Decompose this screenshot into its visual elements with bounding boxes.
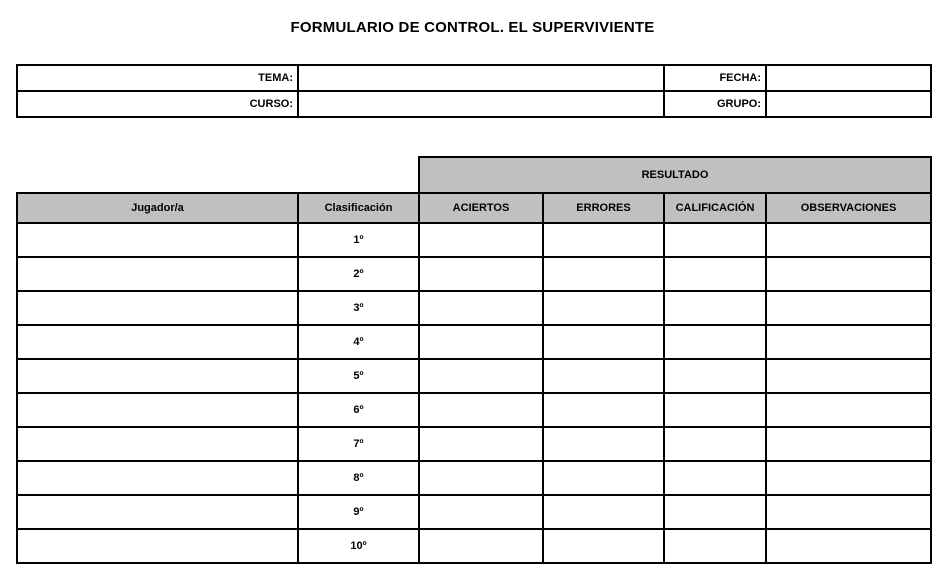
clasificacion-rank-cell: 4º: [298, 325, 419, 359]
errores-cell[interactable]: [543, 325, 664, 359]
calificacion-cell[interactable]: [664, 393, 766, 427]
jugador-cell[interactable]: [17, 461, 298, 495]
calificacion-cell[interactable]: [664, 427, 766, 461]
calificacion-cell[interactable]: [664, 359, 766, 393]
info-row-tema-fecha: [17, 65, 931, 91]
grupo-label: GRUPO:: [664, 91, 766, 117]
aciertos-cell[interactable]: [419, 325, 543, 359]
clasificacion-rank-cell: 7º: [298, 427, 419, 461]
calificacion-cell[interactable]: [664, 257, 766, 291]
group-header-row: [17, 157, 931, 193]
fecha-label: FECHA:: [664, 65, 766, 91]
table-row: [17, 325, 931, 359]
results-table: [16, 156, 932, 564]
clasificacion-rank-cell: 8º: [298, 461, 419, 495]
col-header-observaciones: OBSERVACIONES: [766, 193, 931, 223]
calificacion-cell[interactable]: [664, 461, 766, 495]
aciertos-cell[interactable]: [419, 359, 543, 393]
clasificacion-rank-cell: 3º: [298, 291, 419, 325]
table-row: [17, 223, 931, 257]
jugador-cell[interactable]: [17, 359, 298, 393]
table-row: [17, 359, 931, 393]
table-row: [17, 461, 931, 495]
col-header-clasificacion: Clasificación: [298, 193, 419, 223]
calificacion-cell[interactable]: [664, 291, 766, 325]
errores-cell[interactable]: [543, 393, 664, 427]
table-row: [17, 393, 931, 427]
clasificacion-rank-cell: 9º: [298, 495, 419, 529]
clasificacion-rank-cell: 10º: [298, 529, 419, 563]
clasificacion-rank-cell: 2º: [298, 257, 419, 291]
observaciones-cell[interactable]: [766, 495, 931, 529]
table-row: [17, 291, 931, 325]
errores-cell[interactable]: [543, 291, 664, 325]
observaciones-cell[interactable]: [766, 223, 931, 257]
table-spacer: [17, 157, 419, 193]
aciertos-cell[interactable]: [419, 393, 543, 427]
jugador-cell[interactable]: [17, 223, 298, 257]
jugador-cell[interactable]: [17, 325, 298, 359]
clasificacion-rank-cell: 6º: [298, 393, 419, 427]
observaciones-cell[interactable]: [766, 461, 931, 495]
clasificacion-rank-cell: 5º: [298, 359, 419, 393]
aciertos-cell[interactable]: [419, 257, 543, 291]
errores-cell[interactable]: [543, 359, 664, 393]
tema-label: TEMA:: [17, 65, 298, 91]
calificacion-cell[interactable]: [664, 223, 766, 257]
observaciones-cell[interactable]: [766, 393, 931, 427]
calificacion-cell[interactable]: [664, 495, 766, 529]
column-header-row: [17, 193, 931, 223]
observaciones-cell[interactable]: [766, 359, 931, 393]
aciertos-cell[interactable]: [419, 529, 543, 563]
col-header-errores: ERRORES: [543, 193, 664, 223]
page-title: FORMULARIO DE CONTROL. EL SUPERVIVIENTE: [290, 19, 655, 36]
errores-cell[interactable]: [543, 495, 664, 529]
table-row: [17, 529, 931, 563]
col-header-aciertos: ACIERTOS: [419, 193, 543, 223]
errores-cell[interactable]: [543, 427, 664, 461]
aciertos-cell[interactable]: [419, 223, 543, 257]
col-header-calificacion: CALIFICACIÓN: [664, 193, 766, 223]
curso-field[interactable]: [298, 91, 664, 117]
jugador-cell[interactable]: [17, 393, 298, 427]
table-row: [17, 257, 931, 291]
tema-field[interactable]: [298, 65, 664, 91]
errores-cell[interactable]: [543, 461, 664, 495]
table-row: [17, 495, 931, 529]
info-row-curso-grupo: [17, 91, 931, 117]
jugador-cell[interactable]: [17, 291, 298, 325]
aciertos-cell[interactable]: [419, 291, 543, 325]
curso-label: CURSO:: [17, 91, 298, 117]
fecha-field[interactable]: [766, 65, 931, 91]
observaciones-cell[interactable]: [766, 427, 931, 461]
aciertos-cell[interactable]: [419, 461, 543, 495]
resultado-group-header: RESULTADO: [419, 157, 931, 193]
errores-cell[interactable]: [543, 529, 664, 563]
calificacion-cell[interactable]: [664, 529, 766, 563]
observaciones-cell[interactable]: [766, 291, 931, 325]
jugador-cell[interactable]: [17, 529, 298, 563]
table-row: [17, 427, 931, 461]
clasificacion-rank-cell: 1º: [298, 223, 419, 257]
observaciones-cell[interactable]: [766, 257, 931, 291]
grupo-field[interactable]: [766, 91, 931, 117]
calificacion-cell[interactable]: [664, 325, 766, 359]
info-table: [16, 64, 932, 118]
col-header-jugador: Jugador/a: [17, 193, 298, 223]
jugador-cell[interactable]: [17, 427, 298, 461]
aciertos-cell[interactable]: [419, 427, 543, 461]
observaciones-cell[interactable]: [766, 529, 931, 563]
errores-cell[interactable]: [543, 257, 664, 291]
observaciones-cell[interactable]: [766, 325, 931, 359]
errores-cell[interactable]: [543, 223, 664, 257]
jugador-cell[interactable]: [17, 495, 298, 529]
jugador-cell[interactable]: [17, 257, 298, 291]
aciertos-cell[interactable]: [419, 495, 543, 529]
